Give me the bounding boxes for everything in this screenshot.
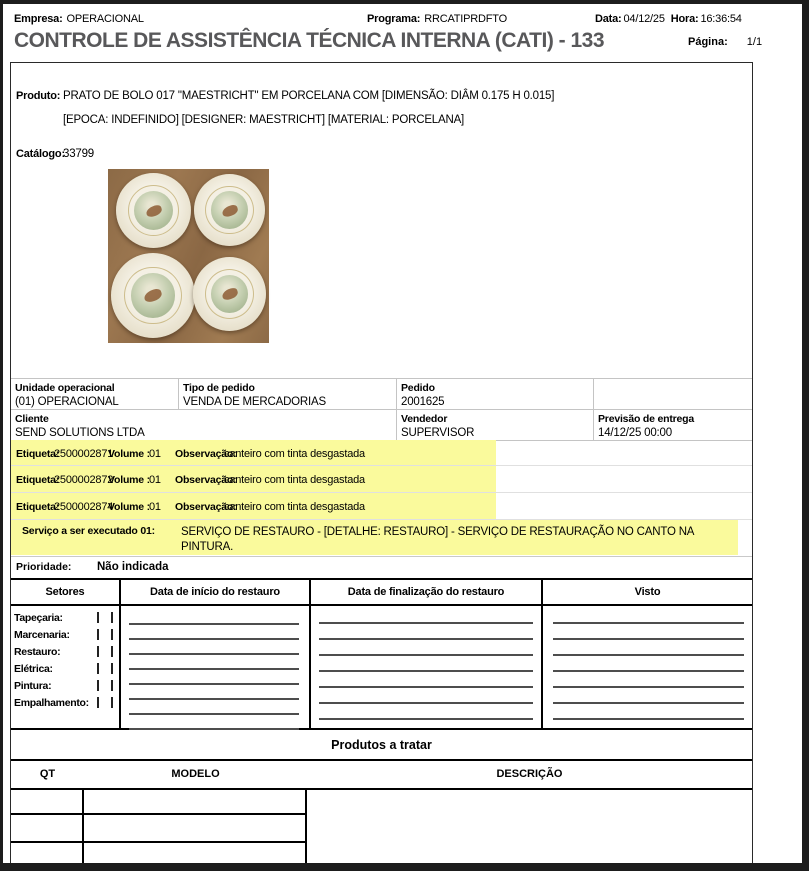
setor-row-empalhamento: Empalhamento: <box>11 694 119 711</box>
vendedor-cell <box>397 410 594 440</box>
blank-write-line <box>553 670 744 672</box>
setores-labels-column <box>11 606 121 728</box>
hora-label: Hora: <box>670 13 699 25</box>
descricao-column <box>307 790 752 863</box>
checkbox-mark <box>97 646 99 657</box>
catalogo-value: 33799 <box>63 148 94 160</box>
produto-description-line1: PRATO DE BOLO 017 "MAESTRICHT" EM PORCELANA COM [DIMENSÃO: DIÂM 0.175 H 0.015] <box>63 90 555 102</box>
etiqueta-label: Etiqueta: <box>16 448 60 460</box>
prioridade-value: Não indicada <box>97 561 169 573</box>
plate-top-left <box>116 173 191 248</box>
observacao-label: Observação: <box>175 501 237 513</box>
blank-write-line <box>319 702 533 704</box>
observacao-value: canteiro com tinta desgastada <box>224 474 365 486</box>
checkbox-mark <box>111 629 113 640</box>
blank-write-line <box>319 638 533 640</box>
order-info-table <box>11 378 752 440</box>
pedido-value: 2001625 <box>401 396 445 408</box>
qt-column <box>11 790 84 863</box>
blank-write-line <box>319 686 533 688</box>
blank-write-line <box>129 728 299 730</box>
unidade-value: (01) OPERACIONAL <box>15 396 119 408</box>
servico-text: SERVIÇO DE RESTAURO - [DETALHE: RESTAURO] - SERVIÇO DE RESTAURAÇÃO NO CANTO NA PINTURA. <box>181 526 694 553</box>
pagina-label: Página: <box>688 36 728 48</box>
blank-write-line <box>319 670 533 672</box>
setor-row-restauro: Restauro: <box>11 643 119 660</box>
produto-label: Produto: <box>16 90 61 102</box>
volume-value: 01 <box>149 448 161 460</box>
cliente-value: SEND SOLUTIONS LTDA <box>15 427 145 439</box>
setores-header: Setores <box>11 580 121 604</box>
vendedor-label: Vendedor <box>401 413 448 425</box>
data-finalizacao-header: Data de finalização do restauro <box>311 580 543 604</box>
hora-value: 16:36:54 <box>700 13 742 25</box>
volume-label: Volume : <box>108 448 150 460</box>
programa-value: RRCATIPRDFTO <box>424 13 507 25</box>
tipo-pedido-label: Tipo de pedido <box>183 382 255 394</box>
order-info-row-1 <box>11 379 752 410</box>
empty-cell <box>11 815 82 843</box>
prioridade-label: Prioridade: <box>16 561 72 573</box>
blank-write-line <box>319 654 533 656</box>
vendedor-value: SUPERVISOR <box>401 427 475 439</box>
visto-column <box>543 606 752 728</box>
modelo-header: MODELO <box>171 768 220 780</box>
checkbox-mark <box>97 680 99 691</box>
data-hora-field <box>595 13 742 25</box>
checkbox-mark <box>97 663 99 674</box>
blank-write-line <box>553 654 744 656</box>
etiqueta-row <box>11 440 752 466</box>
volume-label: Volume : <box>108 501 150 513</box>
programa-field <box>367 13 507 25</box>
visto-header: Visto <box>634 586 661 598</box>
plate-top-right <box>194 174 265 246</box>
checkbox-mark <box>111 612 113 623</box>
blank-write-line <box>319 622 533 624</box>
data-finalizacao-column <box>311 606 543 728</box>
programa-label: Programa: <box>367 13 421 25</box>
empty-cell <box>84 790 305 815</box>
produto-description-line2: [EPOCA: INDEFINIDO] [DESIGNER: MAESTRICHT] [MATERIAL: PORCELANA] <box>63 114 465 126</box>
setores-header-row <box>11 580 752 606</box>
empty-cell <box>11 843 82 863</box>
etiqueta-label: Etiqueta: <box>16 474 60 486</box>
checkbox-mark <box>111 646 113 657</box>
bird-art <box>221 203 239 217</box>
blank-write-line <box>129 683 299 685</box>
blank-write-line <box>129 713 299 715</box>
cliente-cell <box>11 410 397 440</box>
blank-write-line <box>129 638 299 640</box>
checkbox-mark <box>97 697 99 708</box>
etiqueta-row <box>11 493 752 520</box>
setor-row-eletrica: Elétrica: <box>11 660 119 677</box>
etiqueta-numero: 2500002871 <box>54 448 114 460</box>
data-inicio-column <box>121 606 311 728</box>
blank-write-line <box>553 686 744 688</box>
descricao-header: DESCRIÇÃO <box>496 768 563 780</box>
checkbox-mark <box>111 697 113 708</box>
qt-header: QT <box>39 768 56 780</box>
blank-write-line <box>129 623 299 625</box>
blank-write-line <box>129 668 299 670</box>
blank-write-line <box>129 653 299 655</box>
etiqueta-label: Etiqueta: <box>16 501 60 513</box>
modelo-column <box>84 790 307 863</box>
product-photo <box>108 169 269 343</box>
volume-value: 01 <box>149 474 161 486</box>
pagina-value: 1/1 <box>746 36 763 48</box>
blank-write-line <box>553 622 744 624</box>
setores-body <box>11 606 752 728</box>
data-label: Data: <box>595 13 622 25</box>
checkbox-mark <box>111 663 113 674</box>
etiqueta-numero: 2500002872 <box>54 474 114 486</box>
servico-row <box>11 520 752 557</box>
servico-label: Serviço a ser executado 01: <box>22 525 155 537</box>
setores-table <box>11 578 752 730</box>
report-page <box>3 4 802 863</box>
blank-write-line <box>553 718 744 720</box>
previsao-value: 14/12/25 00:00 <box>598 427 672 439</box>
setor-row-pintura: Pintura: <box>11 677 119 694</box>
empresa-field <box>14 13 144 25</box>
setor-row-marcenaria: Marcenaria: <box>11 626 119 643</box>
plate-bottom-left <box>111 253 195 338</box>
blank-write-line <box>553 702 744 704</box>
product-section <box>11 63 752 378</box>
prioridade-row <box>11 557 752 578</box>
tipo-pedido-value: VENDA DE MERCADORIAS <box>183 396 326 408</box>
checkbox-mark <box>97 629 99 640</box>
empty-cell <box>594 379 752 409</box>
empty-cell <box>84 815 305 843</box>
catalogo-label: Catálogo: <box>16 148 65 160</box>
blank-write-line <box>553 638 744 640</box>
plate-bottom-right <box>193 257 266 331</box>
setor-row-tapecaria: Tapeçaria: <box>11 609 119 626</box>
blank-write-line <box>319 718 533 720</box>
order-info-row-2 <box>11 410 752 441</box>
etiqueta-numero: 2500002874 <box>54 501 114 513</box>
empresa-label: Empresa: <box>14 13 63 25</box>
previsao-label: Previsão de entrega <box>598 413 694 425</box>
empty-cell <box>11 790 82 815</box>
report-body-box <box>10 62 753 863</box>
observacao-value: canteiro com tinta desgastada <box>224 501 365 513</box>
pedido-label: Pedido <box>401 382 435 394</box>
produtos-tratar-grid <box>11 790 752 863</box>
cliente-label: Cliente <box>15 413 49 425</box>
empresa-value: OPERACIONAL <box>66 13 144 25</box>
etiqueta-row <box>11 466 752 493</box>
pedido-cell <box>397 379 594 409</box>
unidade-label: Unidade operacional <box>15 382 115 394</box>
volume-value: 01 <box>149 501 161 513</box>
data-inicio-header: Data de início do restauro <box>121 580 311 604</box>
bird-art <box>145 204 164 219</box>
produtos-tratar-title: Produtos a tratar <box>11 730 752 761</box>
observacao-value: canteiro com tinta desgastada <box>224 448 365 460</box>
bird-art <box>143 288 164 305</box>
checkbox-mark <box>111 680 113 691</box>
empty-cell <box>84 843 305 863</box>
pagina-field <box>688 36 762 48</box>
blank-write-line <box>129 698 299 700</box>
produtos-tratar-header-row <box>11 761 752 790</box>
tipo-pedido-cell <box>179 379 397 409</box>
page-title: CONTROLE DE ASSISTÊNCIA TÉCNICA INTERNA (CATI) - 133 <box>14 29 605 52</box>
checkbox-mark <box>97 612 99 623</box>
observacao-label: Observação: <box>175 474 237 486</box>
previsao-cell <box>594 410 752 440</box>
unidade-cell <box>11 379 179 409</box>
observacao-label: Observação: <box>175 448 237 460</box>
bird-art <box>221 287 239 301</box>
data-value: 04/12/25 <box>623 13 665 25</box>
volume-label: Volume : <box>108 474 150 486</box>
